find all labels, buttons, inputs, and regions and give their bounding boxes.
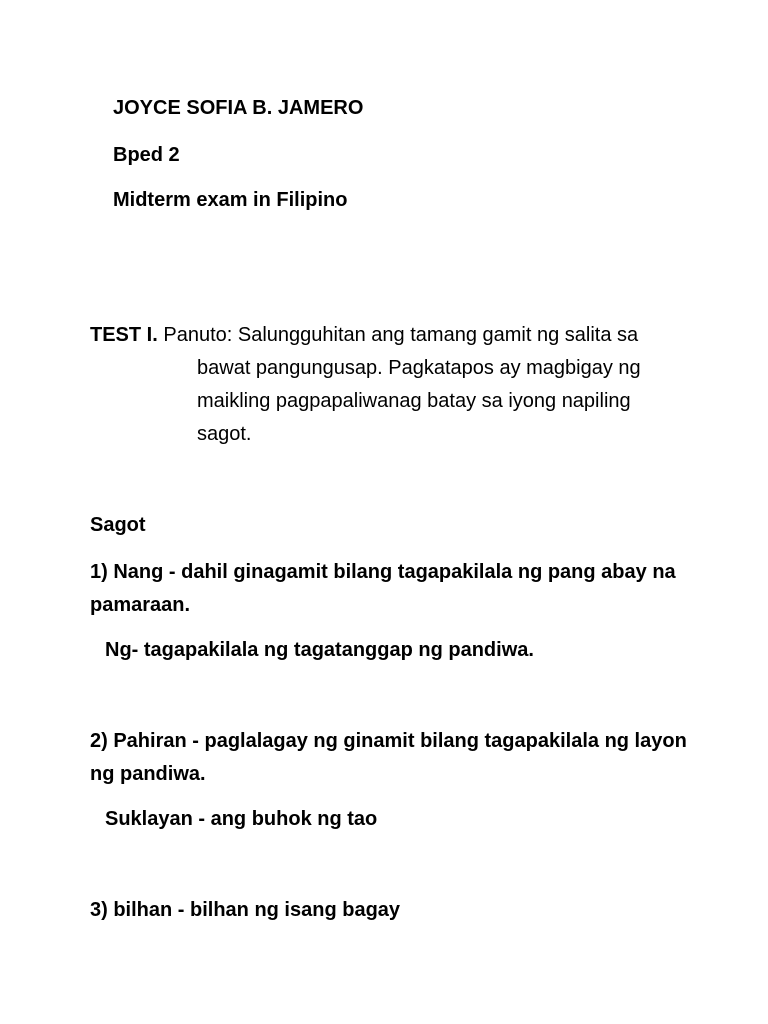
test-instruction-line-4: sagot. [197, 423, 252, 445]
answer-1-line-2: pamaraan. [90, 594, 191, 616]
instruction-text: Panuto: Salungguhitan ang tamang gamit ng salita sa [163, 324, 639, 346]
answers-heading: Sagot [90, 514, 146, 536]
answer-2-line-2: ng pandiwa. [90, 763, 206, 785]
answer-2-line-1: 2) Pahiran - paglalagay ng ginamit bilang tagapakilala ng layon [90, 730, 687, 752]
test-label: TEST I. [90, 324, 158, 346]
test-instruction-line-2: bawat pangungusap. Pagkatapos ay magbigay ng [197, 357, 641, 379]
answer-3-line-1: 3) bilhan - bilhan ng isang bagay [90, 899, 401, 921]
exam-title: Midterm exam in Filipino [113, 189, 348, 211]
student-course: Bped 2 [113, 144, 180, 166]
answer-1-line-3: Ng- tagapakilala ng tagatanggap ng pandiwa. [105, 639, 534, 661]
test-instruction-line-3: maikling pagpapaliwanag batay sa iyong napiling [197, 390, 631, 412]
student-name: JOYCE SOFIA B. JAMERO [113, 97, 364, 119]
answer-1-line-1: 1) Nang - dahil ginagamit bilang tagapakilala ng pang abay na [90, 561, 676, 583]
test-instruction-line-1 [90, 323, 638, 347]
answer-2-line-3: Suklayan - ang buhok ng tao [105, 808, 378, 830]
